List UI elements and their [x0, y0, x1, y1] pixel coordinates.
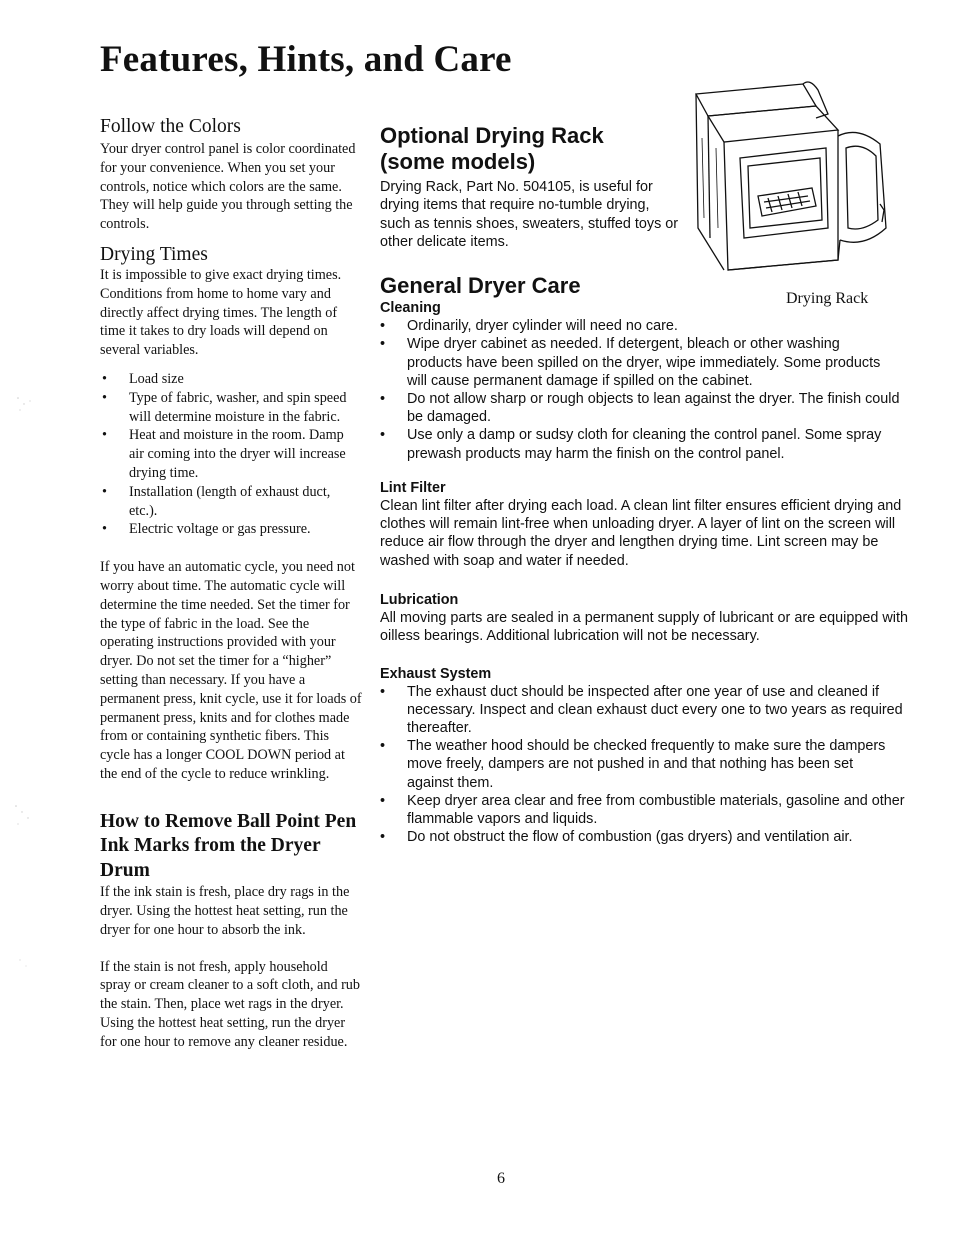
list-item: • The weather hood should be checked frequently to make sure the dampers move freely, dampers are not pushed in and that nothing has been set against them. [380, 737, 914, 792]
lubrication-text: All moving parts are sealed in a permanent supply of lubricant or are equipped with oilless bearings. Additional lubrication will not be necessary. [380, 610, 908, 645]
page-number: 6 [497, 1170, 505, 1187]
drying-rack-heading: Optional Drying Rack (some models) [380, 123, 604, 174]
list-item: • The exhaust duct should be inspected after one year of use and cleaned if necessary. Inspect and clean exhaust duct every one to two years as required thereafter. [380, 683, 914, 738]
automatic-cycle-text: If you have an automatic cycle, you need not worry about time. The automatic cycle will determine the time needed. Set the timer for the type of fabric in the load. See the operating instructions provided with your dryer. Do not set the timer for a “higher” setting than necessary. If you have a permanent press, knit cycle, use it for loads of permanent press, knits and for clothes made from or containing synthetic fibers. This cycle has a longer COOL DOWN period at the end of the cycle to reduce wrinkling. [100, 559, 362, 782]
follow-colors-text: Your dryer control panel is color coordinated for your convenience. When you set your controls, notice which colors are the same. They will help guide you through setting the controls. [100, 141, 356, 233]
ink-marks-heading: How to Remove Ball Point Pen Ink Marks from the Dryer Drum [100, 810, 357, 881]
drying-rack-text: Drying Rack, Part No. 504105, is useful for drying items that require no-tumble drying, such as tennis shoes, sweaters, stuffed toys or other delicate items. [380, 179, 679, 250]
list-item: • Heat and moisture in the room. Damp air coming into the dryer will increase drying time. [100, 426, 362, 482]
lint-filter-text: Clean lint filter after drying each load. A clean lint filter ensures efficient drying and clothes will remain lint-free when unloading dryer. A layer of lint on the screen will reduce air flow through the dryer and lengthen drying time. Lint screen may be washed with soap and water if needed. [380, 497, 902, 569]
ink-old-text: If the stain is not fresh, apply household spray or cream cleaner to a soft cloth, and rub the stain. Then, place wet rags in the dryer. Using the hottest heat setting, run the dryer for one hour to remove any cleaner residue. [100, 958, 360, 1050]
scan-speck-mark [8, 390, 38, 420]
lubrication-heading: Lubrication [380, 592, 459, 608]
dryer-rack-illustration [688, 78, 900, 278]
list-item: • Ordinarily, dryer cylinder will need no care. [380, 317, 914, 335]
ink-fresh-text: If the ink stain is fresh, place dry rags in the dryer. Using the hottest heat setting, run the dryer for one hour to absorb the ink. [100, 884, 350, 938]
drying-times-intro: It is impossible to give exact drying times. Conditions from home to home vary and directly affect drying times. The length of time it takes to dry loads will depend on several variables. [100, 266, 342, 359]
list-item: • Wipe dryer cabinet as needed. If detergent, bleach or other washing products have been spilled on the dryer, wipe immediately. Some products will cause permanent damage if spilled on the cabinet. [380, 335, 914, 390]
drying-times-heading: Drying Times [100, 243, 208, 265]
list-item: • Do not obstruct the flow of combustion (gas dryers) and ventilation air. [380, 828, 914, 846]
list-item: • Do not allow sharp or rough objects to lean against the dryer. The finish could be damaged. [380, 390, 914, 426]
drying-rack-caption: Drying Rack [786, 290, 869, 307]
exhaust-heading: Exhaust System [380, 665, 492, 682]
list-item: • Load size [100, 370, 362, 389]
exhaust-list [380, 683, 914, 847]
lint-filter-heading: Lint Filter [380, 479, 446, 496]
list-item: • Type of fabric, washer, and spin speed will determine moisture in the fabric. [100, 389, 362, 427]
list-item: • Installation (length of exhaust duct, etc.). [100, 483, 362, 521]
follow-colors-heading: Follow the Colors [100, 116, 241, 137]
drying-variables-list [100, 370, 362, 539]
list-item: • Keep dryer area clear and free from combustible materials, gasoline and other flammable vapors and liquids. [380, 792, 914, 828]
list-item: • Electric voltage or gas pressure. [100, 520, 362, 539]
list-item: • Use only a damp or sudsy cloth for cleaning the control panel. Some spray prewash products may harm the finish on the control panel. [380, 426, 914, 462]
left-column [100, 116, 362, 1052]
cleaning-heading: Cleaning [380, 300, 441, 317]
cleaning-list [380, 317, 914, 463]
scan-speck-mark [8, 950, 38, 980]
scan-speck-mark [8, 800, 38, 830]
general-care-heading: General Dryer Care [380, 273, 581, 299]
page-title: Features, Hints, and Care [100, 39, 512, 80]
